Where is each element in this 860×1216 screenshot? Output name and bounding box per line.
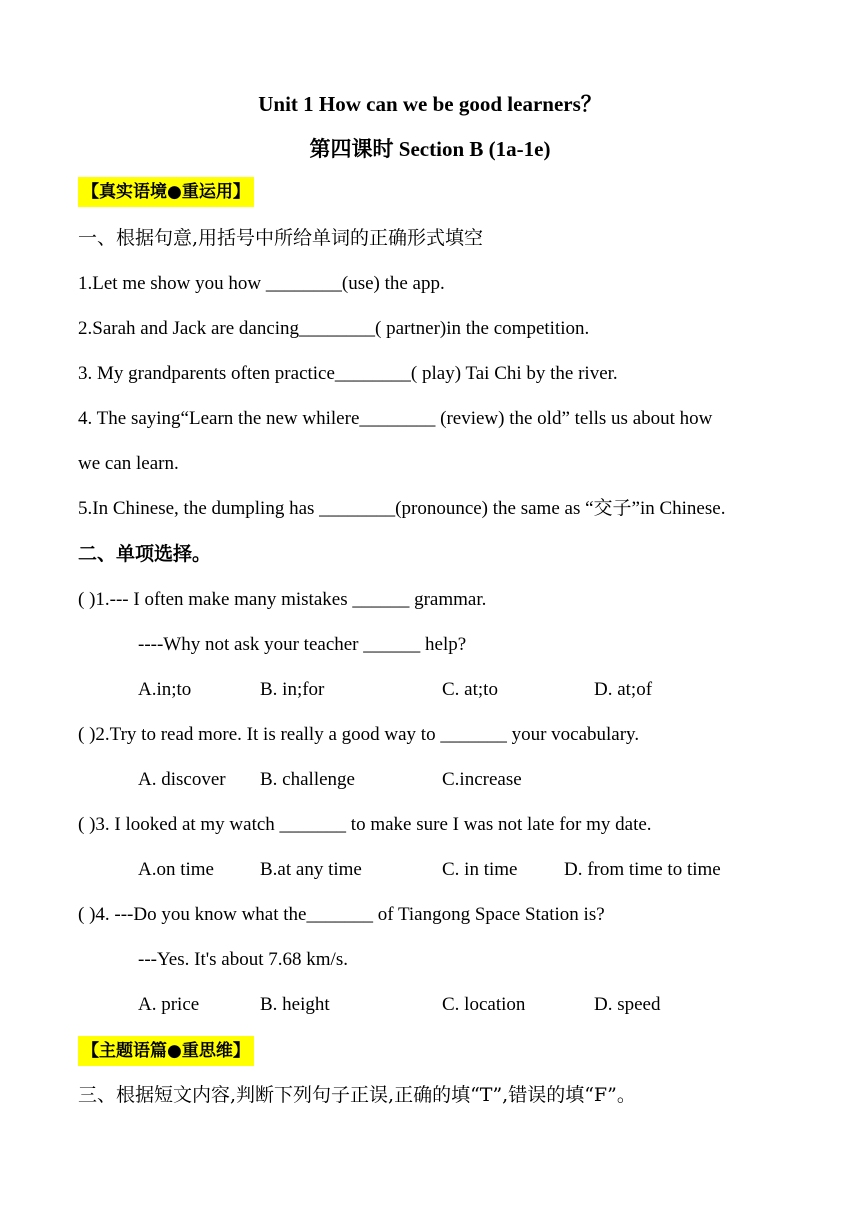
question-1-option-a: A.in;to (138, 679, 192, 700)
question-3-stem: ( )3. I looked at my watch _______ to make sure I was not late for my date. (78, 814, 652, 835)
question-4-stem: ( )4. ---Do you know what the_______ of Tiangong Space Station is? (78, 904, 605, 925)
question-4-option-b: B. height (260, 994, 330, 1015)
question-3-option-a: A.on time (138, 859, 214, 880)
section-tag-theme-text: 【主题语篇●重思维】 (78, 1036, 254, 1066)
section-tag-real-context: 【真实语境●重运用】 (78, 177, 254, 207)
part2-heading: 二、单项选择。 (78, 543, 212, 565)
question-4-line2: ---Yes. It's about 7.68 km/s. (138, 949, 348, 970)
part1-item-4-cont: we can learn. (78, 453, 179, 474)
part1-item-5: 5.In Chinese, the dumpling has ________(pronounce) the same as “交子”in Chinese. (78, 498, 726, 519)
question-1-option-d: D. at;of (594, 679, 653, 700)
part1-item-1: 1.Let me show you how ________(use) the app. (78, 273, 445, 294)
part1-heading: 一、根据句意,用括号中所给单词的正确形式填空 (78, 227, 484, 249)
question-1-option-c: C. at;to (442, 679, 498, 700)
question-1-stem: ( )1.--- I often make many mistakes ______ grammar. (78, 589, 487, 610)
question-2-option-c: C.increase (442, 769, 522, 790)
question-3-option-c: C. in time (442, 859, 518, 880)
question-1-option-b: B. in;for (260, 679, 325, 700)
part1-item-4: 4. The saying“Learn the new whilere________ (review) the old” tells us about how (78, 408, 713, 429)
question-2-stem: ( )2.Try to read more. It is really a good way to _______ your vocabulary. (78, 724, 640, 745)
question-4-option-d: D. speed (594, 994, 661, 1015)
part1-item-3: 3. My grandparents often practice________( play) Tai Chi by the river. (78, 363, 618, 384)
question-4-option-c: C. location (442, 994, 526, 1015)
question-1-line2: ----Why not ask your teacher ______ help? (138, 634, 467, 655)
part3-heading: 三、根据短文内容,判断下列句子正误,正确的填“T”,错误的填“F”。 (78, 1084, 636, 1106)
question-4-option-a: A. price (138, 994, 200, 1015)
question-3-option-d: D. from time to time (564, 859, 721, 880)
page-title: Unit 1 How can we be good learners？ (258, 92, 602, 116)
question-2-option-b: B. challenge (260, 769, 355, 790)
question-3-option-b: B.at any time (260, 859, 362, 880)
part1-item-2: 2.Sarah and Jack are dancing________( partner)in the competition. (78, 318, 590, 339)
page-subtitle: 第四课时 Section B (1a-1e) (309, 137, 551, 161)
question-2-option-a: A. discover (138, 769, 226, 790)
